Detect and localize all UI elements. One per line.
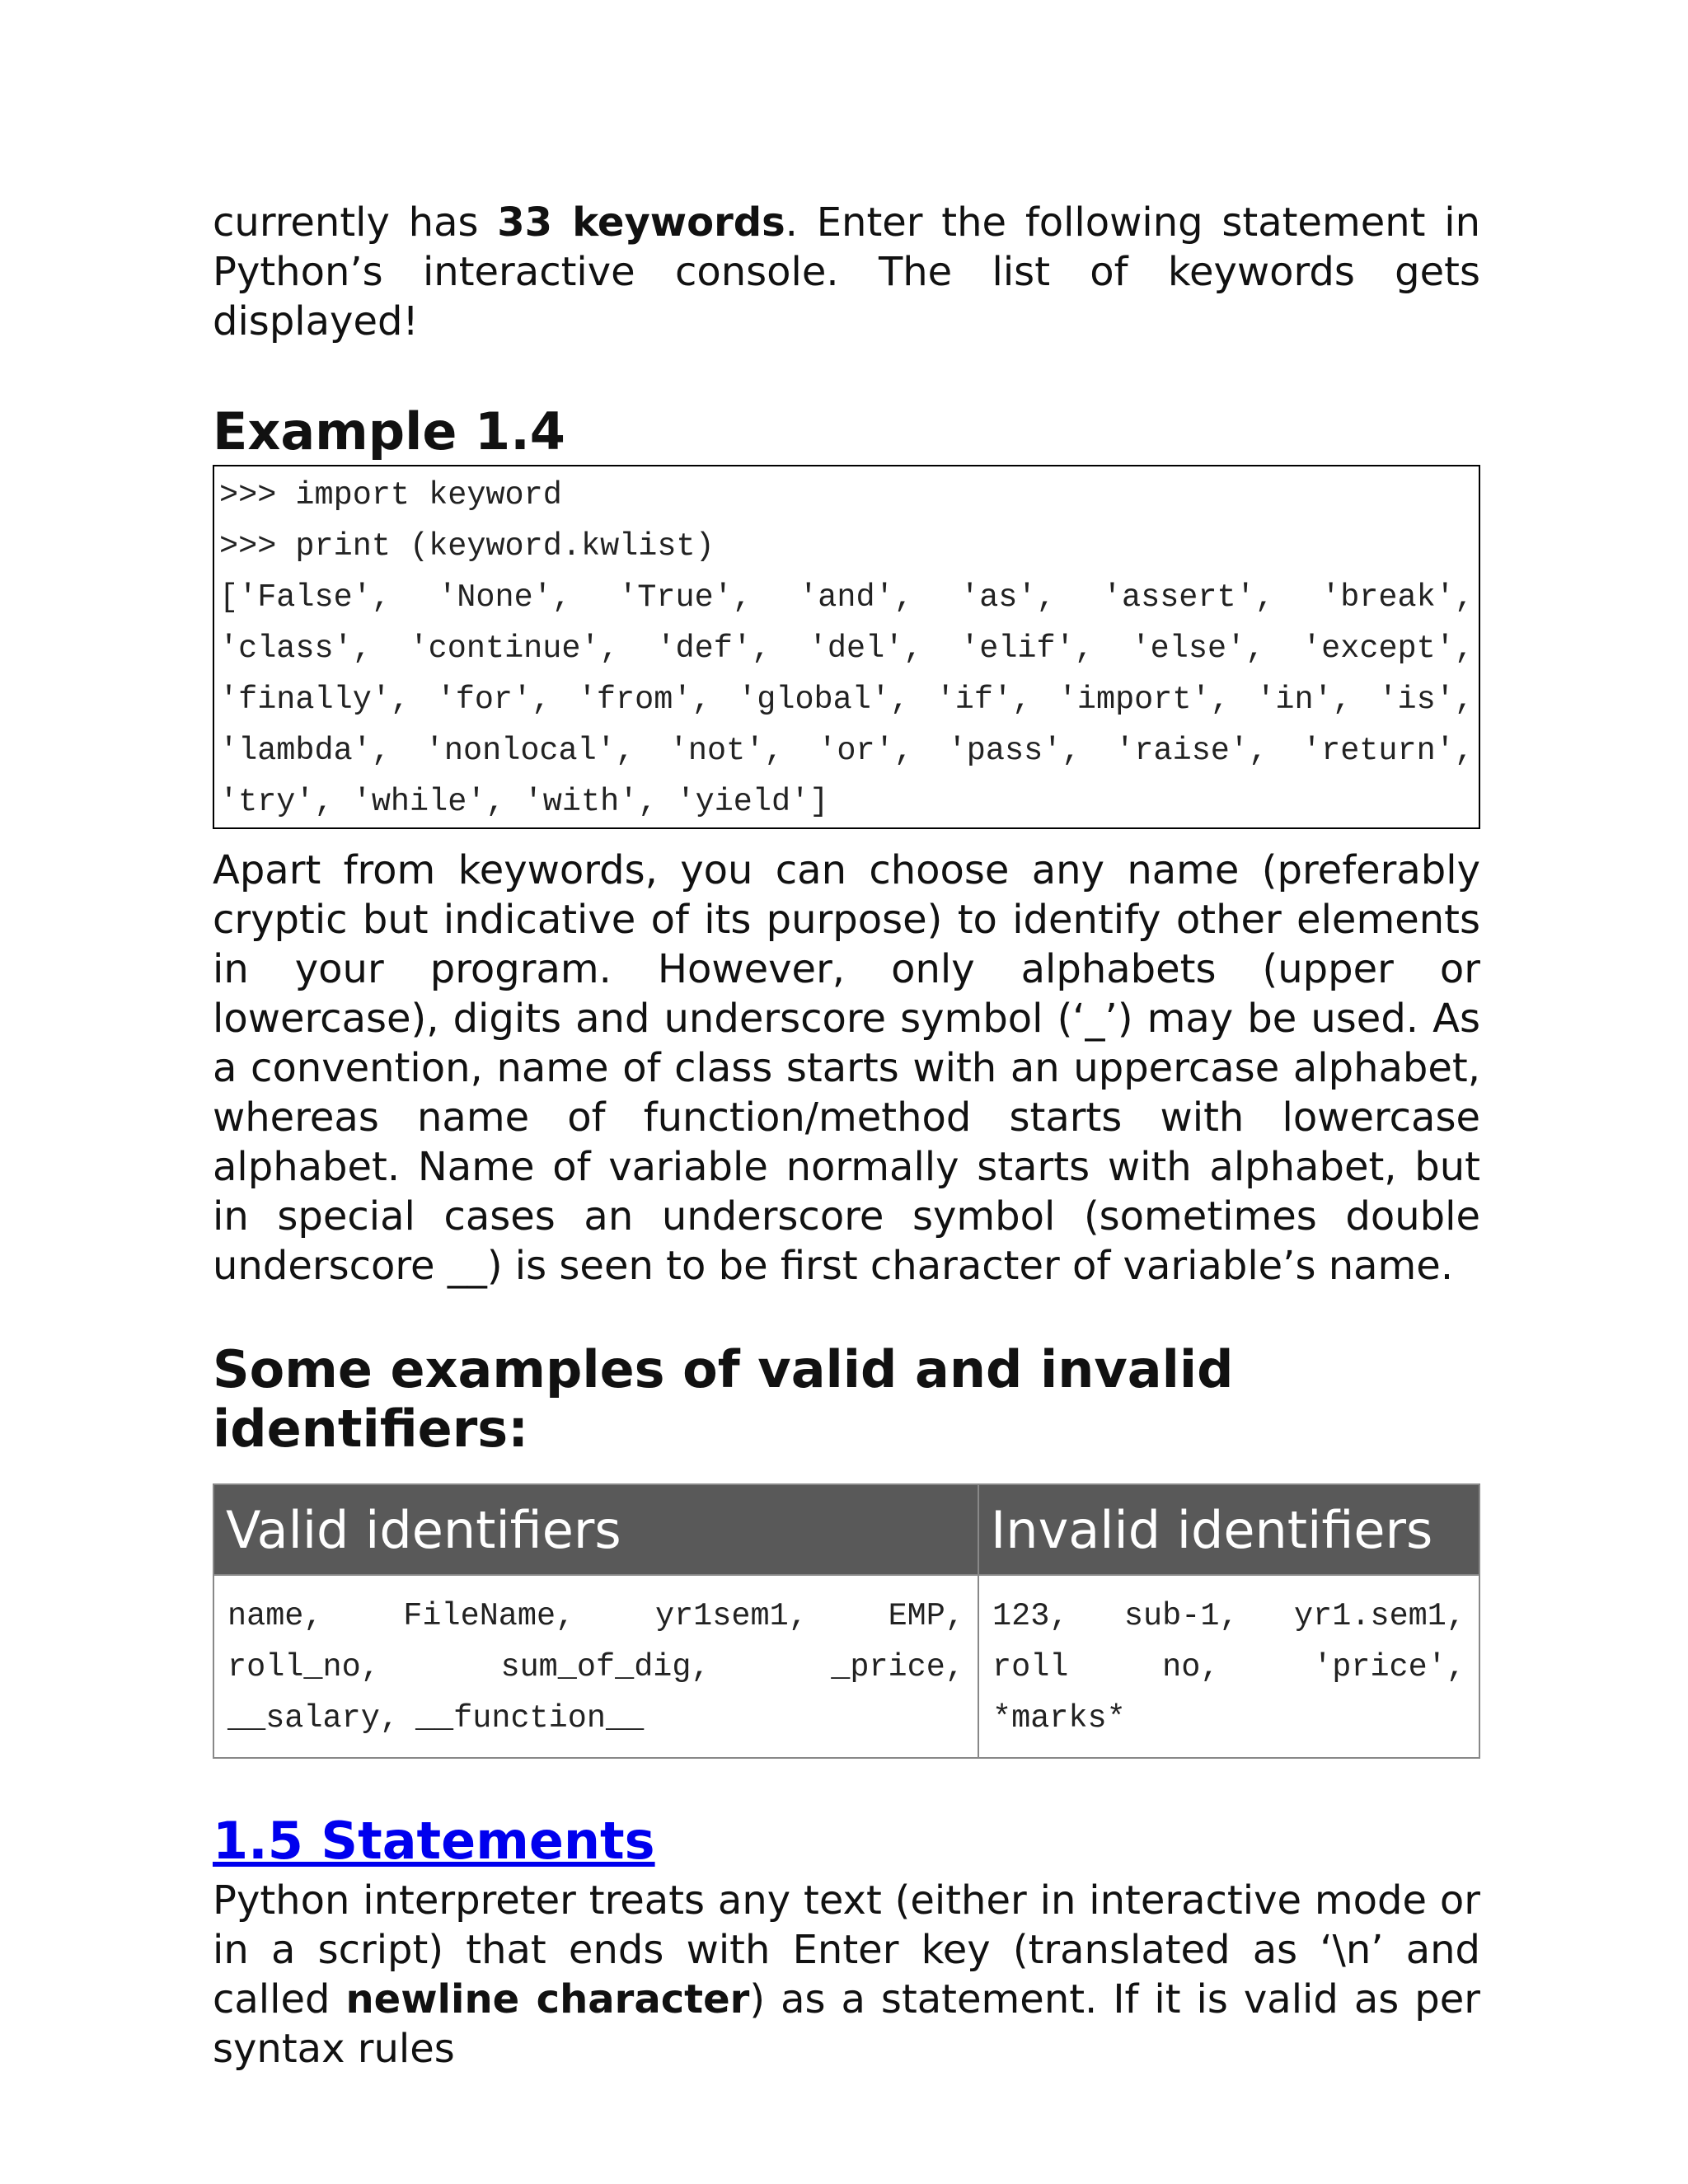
code-token: 'as', [960, 579, 1056, 616]
code-token: 'import', [1057, 682, 1230, 718]
cell-line [992, 1591, 1465, 1642]
valid-identifiers-cell [213, 1575, 978, 1758]
code-token: 'del', [808, 630, 923, 667]
identifier-token: no, [1162, 1649, 1220, 1685]
intro-paragraph [213, 198, 1480, 346]
code-token: 'global', [738, 682, 910, 718]
identifier-token: roll [992, 1649, 1069, 1685]
code-token: 'not', [668, 733, 784, 769]
statements-text-2: ) as a statement. If it is valid as per syntax rules [213, 1976, 1481, 2072]
identifier-token: __salary, [227, 1700, 399, 1736]
intro-bold-keywords: 33 keywords [497, 199, 785, 246]
code-line [219, 572, 1474, 623]
code-token: 'pass', [947, 733, 1081, 769]
identifiers-heading: Some examples of valid and invalid identifiers: [213, 1339, 1234, 1459]
code-line [219, 674, 1474, 725]
identifier-token: *marks* [992, 1700, 1126, 1736]
code-token: 'if', [935, 682, 1032, 718]
identifier-token: sum_of_dig, [500, 1649, 710, 1685]
identifier-token: name, [227, 1598, 323, 1634]
code-token: 'def', [656, 630, 771, 667]
intro-text-2: . Enter the following statement in Python’s interactive console. The list of keywords gets displayed! [213, 199, 1480, 344]
code-token: ['False', [219, 579, 391, 616]
code-token: 'None', [438, 579, 571, 616]
identifier-token: 'price', [1313, 1649, 1465, 1685]
cell-line [992, 1693, 1465, 1744]
statements-paragraph [213, 1876, 1480, 2074]
code-line: >>> import keyword [219, 477, 562, 513]
code-token: 'from', [577, 682, 711, 718]
identifier-token: sub-1, [1123, 1598, 1239, 1634]
code-token: 'and', [799, 579, 913, 616]
code-token: 'return', [1301, 733, 1474, 769]
code-block [213, 465, 1480, 829]
cell-line [227, 1642, 964, 1693]
statements-bold-newline: newline character [345, 1976, 750, 2022]
table-header-row [213, 1484, 1479, 1575]
code-token: 'break', [1321, 579, 1474, 616]
identifier-token: yr1.sem1, [1294, 1598, 1465, 1634]
code-token: 'except', [1302, 630, 1474, 667]
code-token: 'assert', [1102, 579, 1274, 616]
code-token: 'else', [1131, 630, 1265, 667]
identifier-token: __function__ [415, 1700, 645, 1736]
code-token: 'for', [436, 682, 551, 718]
code-line: >>> print (keyword.kwlist) [219, 528, 715, 565]
code-token: 'continue', [409, 630, 619, 667]
code-line [219, 725, 1474, 776]
statements-text-1: Python interpreter treats any text (either in interactive mode or in a script) that ends with Enter key (translated as ‘\n’ and called [213, 1877, 1480, 2022]
identifiers-paragraph: Apart from keywords, you can choose any name (preferably cryptic but indicative of its purpose) to identify other elements in your program. However, only alphabets (upper or lowercase), digits and underscore symbol (‘_’) may be used. As a convention, name of class starts with an uppercase alphabet, whereas name of function/method starts with lowercase alphabet. Name of variable normally starts with alphabet, but in special cases an underscore symbol (sometimes double underscore __) is seen to be first character of variable’s name. [213, 847, 1480, 1289]
table-row [213, 1575, 1479, 1758]
identifiers-table [213, 1483, 1480, 1759]
identifier-token: 123, [992, 1598, 1069, 1634]
code-token: 'elif', [960, 630, 1094, 667]
identifier-token: FileName, [403, 1598, 575, 1634]
code-token: 'class', [219, 630, 372, 667]
code-token: 'finally', [219, 682, 410, 718]
identifier-token: roll_no, [227, 1649, 380, 1685]
identifier-token: yr1sem1, [654, 1598, 808, 1634]
code-line [219, 623, 1474, 674]
table-header-valid: Valid identifiers [213, 1484, 978, 1575]
statements-heading-link[interactable]: 1.5 Statements [213, 1811, 655, 1871]
table-header-invalid: Invalid identifiers [978, 1484, 1479, 1575]
code-token: 'in', [1256, 682, 1352, 718]
identifier-token: _price, [831, 1649, 964, 1685]
code-token: 'raise', [1115, 733, 1268, 769]
cell-line [227, 1591, 964, 1642]
cell-line [227, 1693, 964, 1744]
code-token: 'lambda', [219, 733, 391, 769]
example-heading: Example 1.4 [213, 401, 565, 462]
identifier-token: EMP, [888, 1598, 964, 1634]
code-token: 'True', [618, 579, 752, 616]
code-token: 'nonlocal', [424, 733, 635, 769]
cell-line [992, 1642, 1465, 1693]
document-page [213, 198, 1480, 2074]
intro-text-1: currently has [213, 199, 498, 246]
invalid-identifiers-cell [978, 1575, 1479, 1758]
code-token: 'is', [1378, 682, 1474, 718]
code-line: 'try', 'while', 'with', 'yield'] [219, 784, 829, 820]
code-token: 'or', [818, 733, 913, 769]
